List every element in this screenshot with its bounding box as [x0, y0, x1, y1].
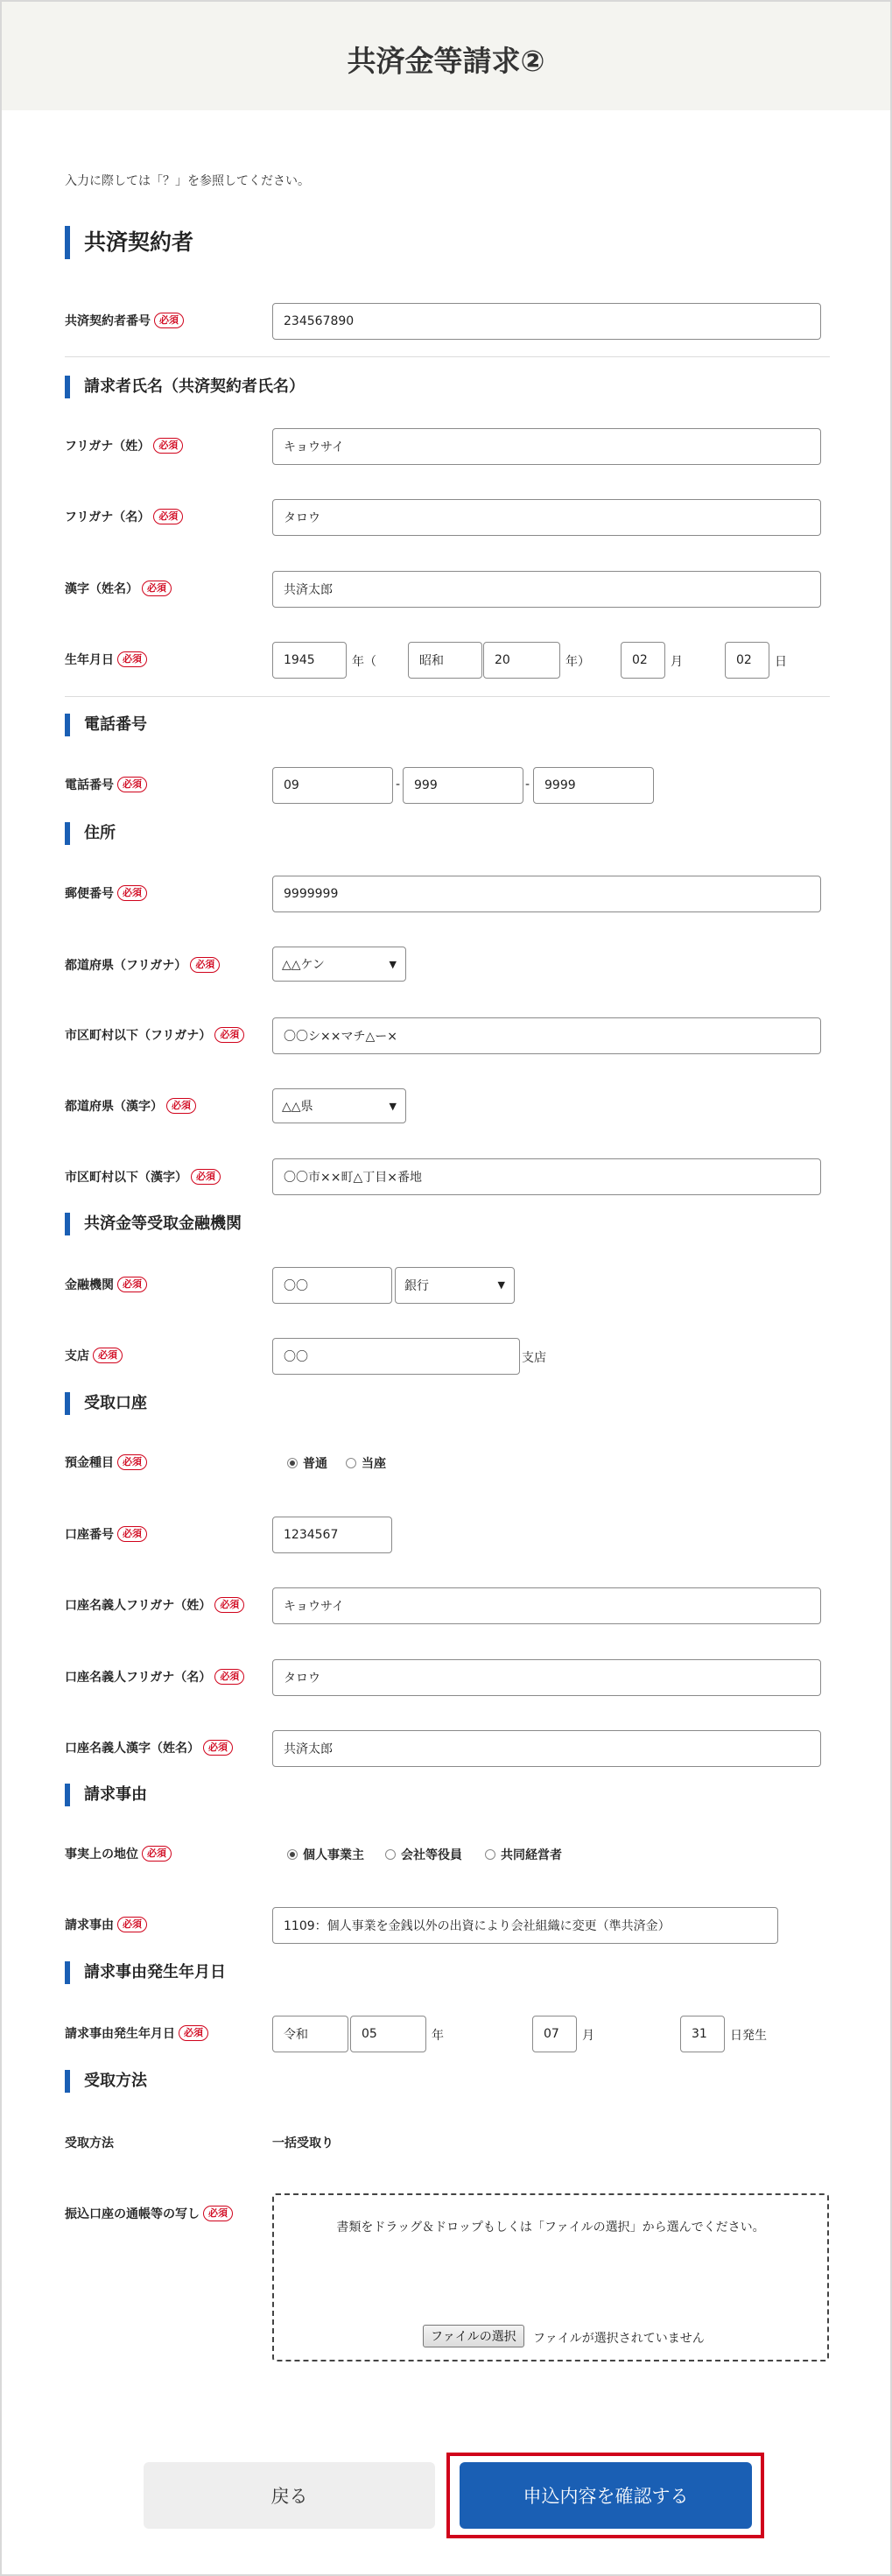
- reason-month-input[interactable]: 07: [532, 2016, 577, 2052]
- birth-era-unit: 年）: [565, 655, 590, 669]
- bank-name-label: 金融機関 必須: [65, 1276, 147, 1293]
- radio-deposit-futsu[interactable]: [287, 1454, 327, 1472]
- required-badge: 必須: [117, 1277, 147, 1292]
- required-badge: 必須: [117, 885, 147, 901]
- divider: [65, 356, 830, 357]
- pref-kana-select[interactable]: [272, 947, 406, 982]
- radio-unchecked-icon: [485, 1849, 495, 1860]
- radio-unchecked-icon: [346, 1458, 356, 1468]
- input-note: 入力に際しては「？」を参照してください。: [65, 174, 310, 188]
- radio-label: 会社等役員: [401, 1848, 462, 1862]
- account-no-label: 口座番号 必須: [65, 1525, 147, 1543]
- holder-kana-mei-input[interactable]: タロウ: [272, 1659, 821, 1696]
- back-button[interactable]: 戻る: [144, 2462, 435, 2529]
- required-badge: 必須: [153, 438, 183, 454]
- file-select-button[interactable]: ファイルの選択: [423, 2325, 524, 2347]
- kanji-name-label: 漢字（姓名） 必須: [65, 580, 172, 597]
- radio-label: 個人事業主: [303, 1848, 364, 1862]
- holder-kana-sei-input[interactable]: キョウサイ: [272, 1587, 821, 1624]
- required-badge: 必須: [117, 1454, 147, 1470]
- confirm-button[interactable]: 申込内容を確認する: [460, 2462, 752, 2529]
- branch-input[interactable]: 〇〇: [272, 1338, 520, 1375]
- required-badge: 必須: [117, 777, 147, 792]
- required-badge: 必須: [154, 313, 184, 328]
- tel-part2-input[interactable]: 999: [403, 767, 523, 804]
- kanji-name-input[interactable]: 共済太郎: [272, 571, 821, 608]
- section-address: 住所: [65, 822, 116, 845]
- tel-part1-input[interactable]: 09: [272, 767, 393, 804]
- reason-month-unit: 月: [582, 2029, 594, 2043]
- account-no-input[interactable]: 1234567: [272, 1517, 392, 1553]
- pref-kanji-label: 都道府県（漢字） 必須: [65, 1097, 196, 1115]
- tel-part3-input[interactable]: 9999: [533, 767, 654, 804]
- required-badge: 必須: [214, 1669, 244, 1685]
- radio-status-partner[interactable]: [485, 1846, 562, 1863]
- pref-kana-label: 都道府県（フリガナ） 必須: [65, 956, 220, 974]
- drop-message: 書類をドラッグ＆ドロップもしくは「ファイルの選択」から選んでください。: [336, 2221, 765, 2235]
- reason-select-label: 請求事由 必須: [65, 1916, 147, 1933]
- birth-year-input[interactable]: 1945: [272, 642, 347, 679]
- radio-unchecked-icon: [385, 1849, 396, 1860]
- birth-year-unit: 年（: [352, 655, 376, 669]
- reason-day-unit: 日発生: [730, 2029, 767, 2043]
- radio-status-officer[interactable]: [385, 1846, 462, 1863]
- dropdown-arrow-icon: ▼: [497, 1279, 505, 1291]
- file-status: ファイルが選択されていません: [533, 2332, 705, 2346]
- passbook-label: 振込口座の通帳等の写し 必須: [65, 2205, 233, 2222]
- postal-input[interactable]: 9999999: [272, 876, 821, 912]
- deposit-type-label: 預金種目 必須: [65, 1453, 147, 1471]
- birth-era-input[interactable]: 昭和: [408, 642, 482, 679]
- radio-checked-icon: [287, 1849, 298, 1860]
- holder-kana-sei-label: 口座名義人フリガナ（姓） 必須: [65, 1596, 244, 1614]
- branch-label: 支店 必須: [65, 1347, 123, 1364]
- required-badge: 必須: [191, 1169, 221, 1185]
- tel-label: 電話番号 必須: [65, 776, 147, 793]
- required-badge: 必須: [93, 1348, 123, 1363]
- tel-separator: -: [525, 778, 530, 792]
- birth-day-unit: 日: [775, 655, 787, 669]
- required-badge: 必須: [203, 2206, 233, 2221]
- postal-label: 郵便番号 必須: [65, 884, 147, 902]
- contract-no-label: 共済契約者番号 必須: [65, 312, 184, 329]
- reason-year-input[interactable]: 05: [350, 2016, 426, 2052]
- required-badge: 必須: [179, 2025, 208, 2041]
- section-bank: 共済金等受取金融機関: [65, 1213, 242, 1235]
- required-badge: 必須: [190, 957, 220, 973]
- required-badge: 必須: [117, 1526, 147, 1542]
- divider: [65, 696, 830, 697]
- kana-sei-input[interactable]: キョウサイ: [272, 428, 821, 465]
- pref-kanji-value: △△県: [282, 1100, 313, 1114]
- kana-sei-label: フリガナ（姓） 必須: [65, 437, 183, 454]
- required-badge: 必須: [142, 1846, 172, 1862]
- birth-day-input[interactable]: 02: [725, 642, 769, 679]
- required-badge: 必須: [203, 1740, 233, 1756]
- radio-deposit-toza[interactable]: [346, 1454, 386, 1472]
- reason-era-input[interactable]: 令和: [272, 2016, 348, 2052]
- radio-label: 普通: [303, 1457, 327, 1471]
- required-badge: 必須: [214, 1027, 244, 1043]
- city-kana-input[interactable]: 〇〇シ××マチ△ー×: [272, 1017, 821, 1054]
- bank-name-input[interactable]: 〇〇: [272, 1267, 392, 1304]
- required-badge: 必須: [214, 1597, 244, 1613]
- birth-month-input[interactable]: 02: [621, 642, 665, 679]
- section-account: 受取口座: [65, 1392, 147, 1415]
- method-value: 一括受取り: [272, 2136, 334, 2150]
- pref-kana-value: △△ケン: [282, 958, 325, 972]
- page-title: 共済金等請求②: [347, 44, 545, 78]
- file-drop-zone[interactable]: [272, 2193, 829, 2361]
- reason-select[interactable]: 1109：個人事業を金銭以外の出資により会社組織に変更（準共済金）: [272, 1907, 778, 1944]
- section-contractor: 共済契約者: [65, 226, 193, 259]
- method-label: 受取方法: [65, 2136, 114, 2150]
- contract-no-input[interactable]: 234567890: [272, 303, 821, 340]
- radio-status-individual[interactable]: [287, 1846, 364, 1863]
- required-badge: 必須: [166, 1098, 196, 1114]
- dropdown-arrow-icon: ▼: [389, 1101, 397, 1112]
- bank-type-value: 銀行: [404, 1279, 429, 1293]
- radio-label: 当座: [362, 1457, 386, 1471]
- dropdown-arrow-icon: ▼: [389, 959, 397, 970]
- required-badge: 必須: [153, 509, 183, 524]
- radio-checked-icon: [287, 1458, 298, 1468]
- pref-kanji-select[interactable]: [272, 1088, 406, 1123]
- reason-date-label: 請求事由発生年月日 必須: [65, 2024, 208, 2042]
- branch-suffix: 支店: [522, 1351, 546, 1365]
- birth-month-unit: 月: [671, 655, 683, 669]
- kana-mei-label: フリガナ（名） 必須: [65, 508, 183, 525]
- required-badge: 必須: [117, 1917, 147, 1932]
- birth-label: 生年月日 必須: [65, 651, 147, 668]
- status-label: 事実上の地位 必須: [65, 1845, 172, 1862]
- city-kanji-label: 市区町村以下（漢字） 必須: [65, 1168, 221, 1186]
- holder-kanji-label: 口座名義人漢字（姓名） 必須: [65, 1739, 233, 1756]
- section-phone: 電話番号: [65, 714, 147, 736]
- required-badge: 必須: [117, 651, 147, 667]
- required-badge: 必須: [142, 581, 172, 596]
- holder-kana-mei-label: 口座名義人フリガナ（名） 必須: [65, 1668, 244, 1686]
- bank-type-select[interactable]: [395, 1267, 515, 1304]
- tel-separator: -: [396, 778, 401, 792]
- city-kana-label: 市区町村以下（フリガナ） 必須: [65, 1026, 244, 1044]
- page-header: [2, 2, 890, 110]
- section-reason-date: 請求事由発生年月日: [65, 1961, 226, 1984]
- section-method: 受取方法: [65, 2070, 147, 2093]
- section-claimant-name: 請求者氏名（共済契約者氏名）: [65, 376, 305, 398]
- city-kanji-input[interactable]: 〇〇市××町△丁目×番地: [272, 1158, 821, 1195]
- reason-day-input[interactable]: 31: [680, 2016, 725, 2052]
- section-reason: 請求事由: [65, 1784, 147, 1806]
- kana-mei-input[interactable]: タロウ: [272, 499, 821, 536]
- reason-year-unit: 年: [432, 2029, 444, 2043]
- holder-kanji-input[interactable]: 共済太郎: [272, 1730, 821, 1767]
- radio-label: 共同経営者: [501, 1848, 562, 1862]
- birth-era-year-input[interactable]: 20: [483, 642, 560, 679]
